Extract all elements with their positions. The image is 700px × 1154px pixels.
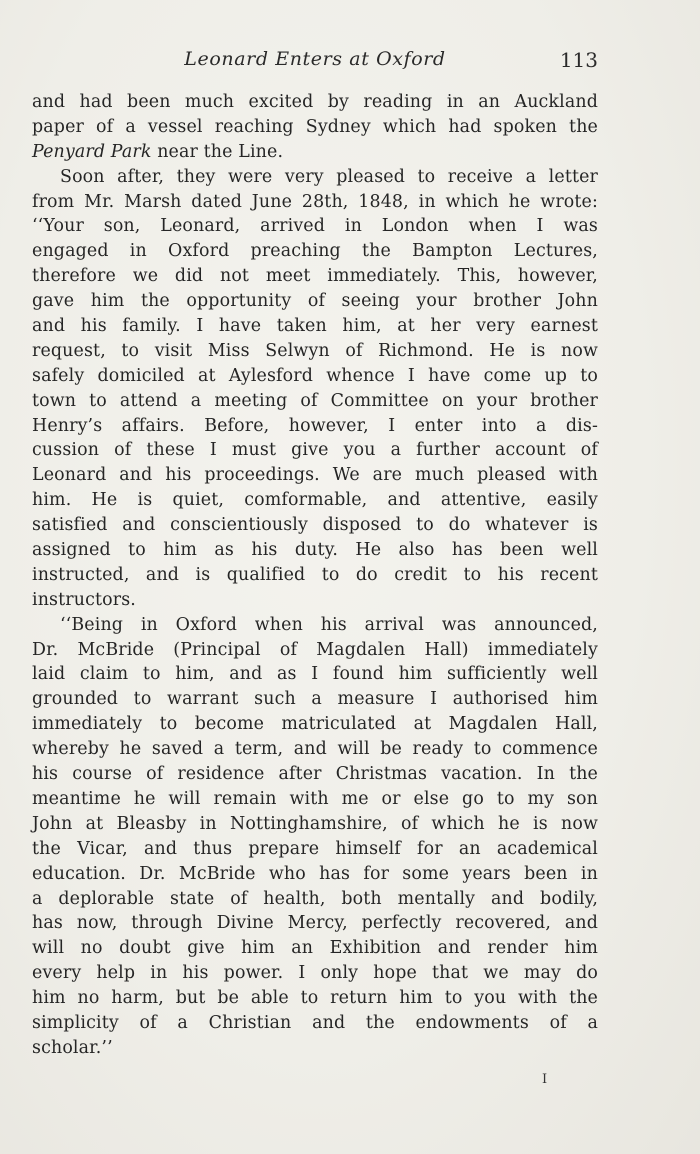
text-line: assigned to him as his duty. He also has been well bbox=[32, 540, 598, 561]
text-line: grounded to warrant such a measure I authorised him bbox=[32, 689, 598, 710]
text-line: has now, through Divine Mercy, perfectly recovered, and bbox=[32, 913, 598, 934]
page-number: 113 bbox=[559, 48, 598, 72]
text-line: town to attend a meeting of Committee on your brother bbox=[32, 390, 598, 411]
text-line: every help in his power. I only hope that we may do bbox=[32, 963, 598, 984]
text-line: his course of residence after Christmas vacation. In the bbox=[32, 764, 598, 785]
signature-mark: I bbox=[542, 1072, 548, 1087]
text-line-rest: near the Line. bbox=[151, 141, 284, 162]
text-line: John at Bleasby in Nottinghamshire, of which he is now bbox=[32, 813, 598, 834]
text-line: him no harm, but be able to return him to you with the bbox=[32, 988, 598, 1009]
text-line: cussion of these I must give you a further account of bbox=[32, 440, 598, 461]
text-line: and his family. I have taken him, at her very earnest bbox=[32, 316, 598, 337]
text-line bbox=[32, 140, 598, 165]
text-line: from Mr. Marsh dated June 28th, 1848, in which he wrote: bbox=[32, 191, 598, 212]
text-line: meantime he will remain with me or else go to my son bbox=[32, 788, 598, 809]
text-line: request, to visit Miss Selwyn of Richmond. He is now bbox=[32, 340, 598, 361]
text-line: immediately to become matriculated at Magdalen Hall, bbox=[32, 714, 598, 735]
text-line: satisfied and conscientiously disposed to do whatever is bbox=[32, 515, 598, 536]
text-line: him. He is quiet, comformable, and attentive, easily bbox=[32, 490, 598, 511]
running-title: Leonard Enters at Oxford bbox=[184, 48, 446, 70]
text-line: whereby he saved a term, and will be ready to commence bbox=[32, 739, 598, 760]
text-line: ‘‘Your son, Leonard, arrived in London when I was bbox=[32, 216, 598, 237]
text-line: Dr. McBride (Principal of Magdalen Hall) immediately bbox=[32, 639, 598, 660]
text-line: therefore we did not meet immediately. This, however, bbox=[32, 266, 598, 287]
text-line: a deplorable state of health, both mentally and bodily, bbox=[32, 888, 598, 909]
text-line: laid claim to him, and as I found him sufficiently well bbox=[32, 664, 598, 685]
ship-name: Penyard Park bbox=[32, 141, 152, 162]
text-line: will no doubt give him an Exhibition and render him bbox=[32, 938, 598, 959]
text-line: instructed, and is qualified to do credit to his recent bbox=[32, 564, 598, 585]
text-line: instructors. bbox=[32, 589, 136, 610]
text-line: and had been much excited by reading in an Auckland bbox=[32, 92, 598, 112]
text-line: scholar.’’ bbox=[32, 1037, 113, 1058]
text-line: simplicity of a Christian and the endowments of a bbox=[32, 1012, 598, 1033]
text-line: ‘‘Being in Oxford when his arrival was announced, bbox=[60, 614, 598, 635]
text-line: Leonard and his proceedings. We are much pleased with bbox=[32, 465, 598, 486]
running-head bbox=[32, 48, 598, 80]
text-line: gave him the opportunity of seeing your brother John bbox=[32, 291, 598, 312]
text-line: Soon after, they were very pleased to receive a letter bbox=[60, 166, 598, 187]
text-line: paper of a vessel reaching Sydney which had spoken the bbox=[32, 116, 598, 137]
text-line: education. Dr. McBride who has for some years been in bbox=[32, 863, 598, 884]
text-line: the Vicar, and thus prepare himself for an academical bbox=[32, 838, 598, 859]
text-line: engaged in Oxford preaching the Bampton Lectures, bbox=[32, 241, 598, 262]
text-line: Henry’s affairs. Before, however, I enter into a dis- bbox=[32, 415, 598, 436]
body-text bbox=[32, 90, 598, 1061]
text-line: safely domiciled at Aylesford whence I have come up to bbox=[32, 365, 598, 386]
